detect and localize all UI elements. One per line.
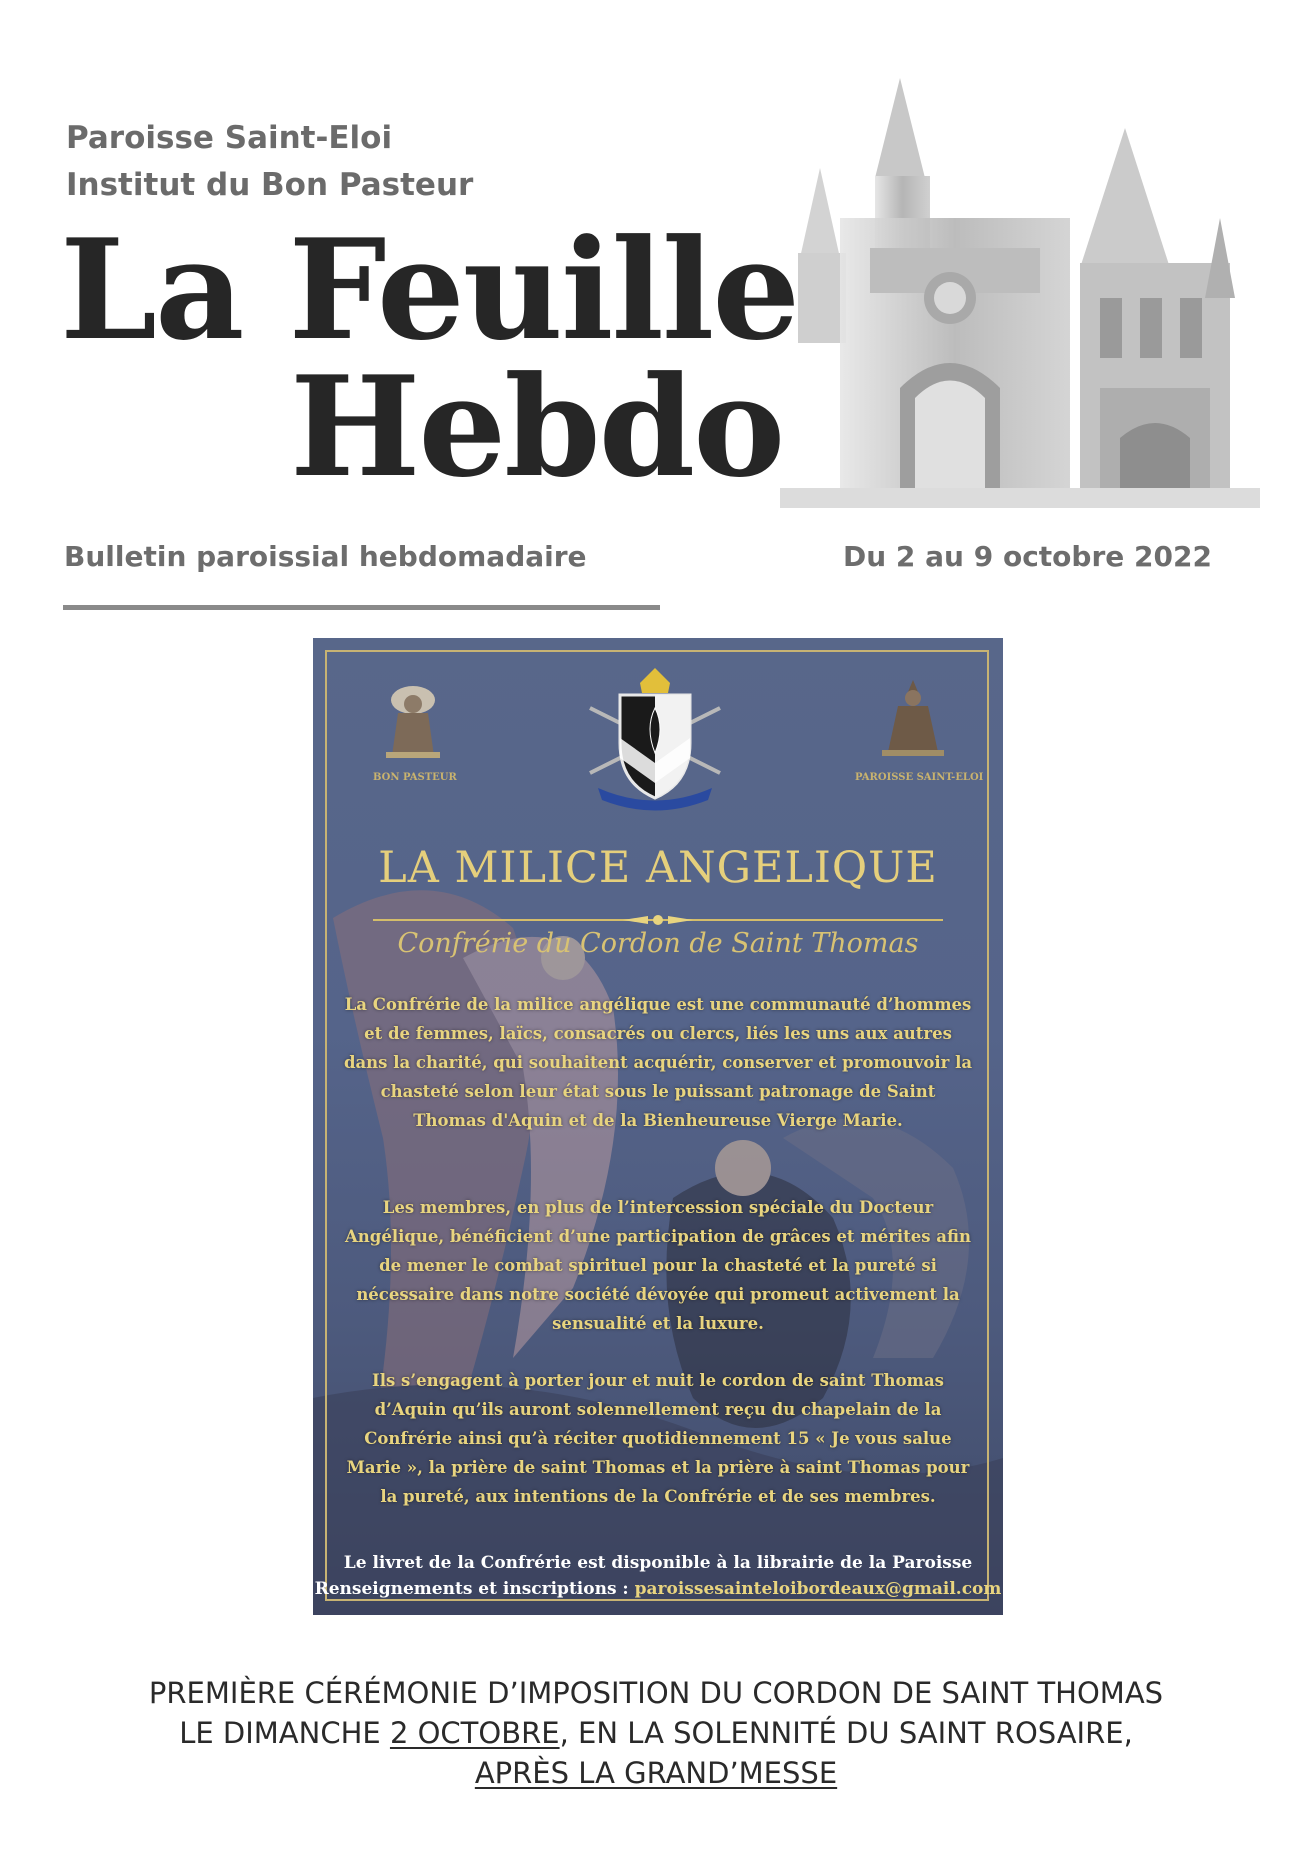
poster-subtitle: Confrérie du Cordon de Saint Thomas	[397, 928, 919, 959]
bulletin-subtitle: Bulletin paroissial hebdomadaire	[64, 540, 587, 573]
announcement-day: LE DIMANCHE	[179, 1716, 390, 1750]
poster-paragraph-1: La Confrérie de la milice angélique est une communauté d’hommes et de femmes, laïcs, consacrés ou clercs, liés les uns aux autres dans la charité, qui souhaitent acquérir, conserver et promouvoir la chasteté selon leur état sous le puissant patronage de Saint Thomas d'Aquin et de la Bienheureuse Vierge Marie.	[343, 995, 973, 1130]
paroisse-saint-eloi-caption: PAROISSE SAINT-ELOI	[855, 772, 984, 783]
announcement-feast: , EN LA SOLENNITÉ DU SAINT ROSAIRE,	[559, 1716, 1133, 1750]
announcement-date: 2 OCTOBRE	[389, 1716, 560, 1750]
ceremony-announcement-line2	[0, 1716, 1312, 1750]
bon-pasteur-caption: BON PASTEUR	[373, 772, 457, 783]
announcement-time: APRÈS LA GRAND’MESSE	[474, 1756, 838, 1790]
institute-name: Institut du Bon Pasteur	[66, 167, 474, 203]
registration-line	[313, 1579, 1003, 1599]
issue-dates: Du 2 au 9 octobre 2022	[843, 540, 1212, 573]
poster-title: LA MILICE ANGELIQUE	[378, 843, 938, 893]
ceremony-announcement-line3	[0, 1756, 1312, 1790]
parish-name: Paroisse Saint-Eloi	[66, 120, 393, 156]
masthead-title-line2: Hebdo	[290, 345, 784, 508]
header-divider	[63, 605, 660, 610]
masthead-title-line1: La Feuille	[60, 208, 799, 371]
registration-label: Renseignements et inscriptions :	[314, 1579, 635, 1599]
ornamental-divider	[373, 910, 943, 930]
confraternity-coat-of-arms	[580, 663, 730, 813]
poster-paragraph-2: Les membres, en plus de l’intercession spéciale du Docteur Angélique, bénéficient d’une participation de grâces et mérites afin de mener le combat spirituel pour la chasteté et la pureté si nécessaire dans notre société dévoyée qui promeut activement la sensualité et la luxure.	[345, 1198, 971, 1333]
saint-eloi-statue-image	[868, 678, 958, 758]
confraternity-poster	[313, 638, 1003, 1615]
poster-paragraph-3: Ils s’engagent à porter jour et nuit le cordon de saint Thomas d’Aquin qu’ils auront solennellement reçu du chapelain de la Confrérie ainsi qu’à réciter quotidiennement 15 « Je vous salue Marie », la prière de saint Thomas et la prière à saint Thomas pour la pureté, aux intentions de la Confrérie et de ses membres.	[346, 1371, 970, 1506]
ceremony-announcement-line1: PREMIÈRE CÉRÉMONIE D’IMPOSITION DU CORDON DE SAINT THOMAS	[148, 1676, 1164, 1710]
booklet-availability-note: Le livret de la Confrérie est disponible à la librairie de la Paroisse	[343, 1553, 973, 1573]
church-illustration	[780, 68, 1260, 508]
contact-email: paroissesainteloibordeaux@gmail.com	[634, 1579, 1002, 1599]
good-shepherd-statue-image	[368, 678, 458, 758]
